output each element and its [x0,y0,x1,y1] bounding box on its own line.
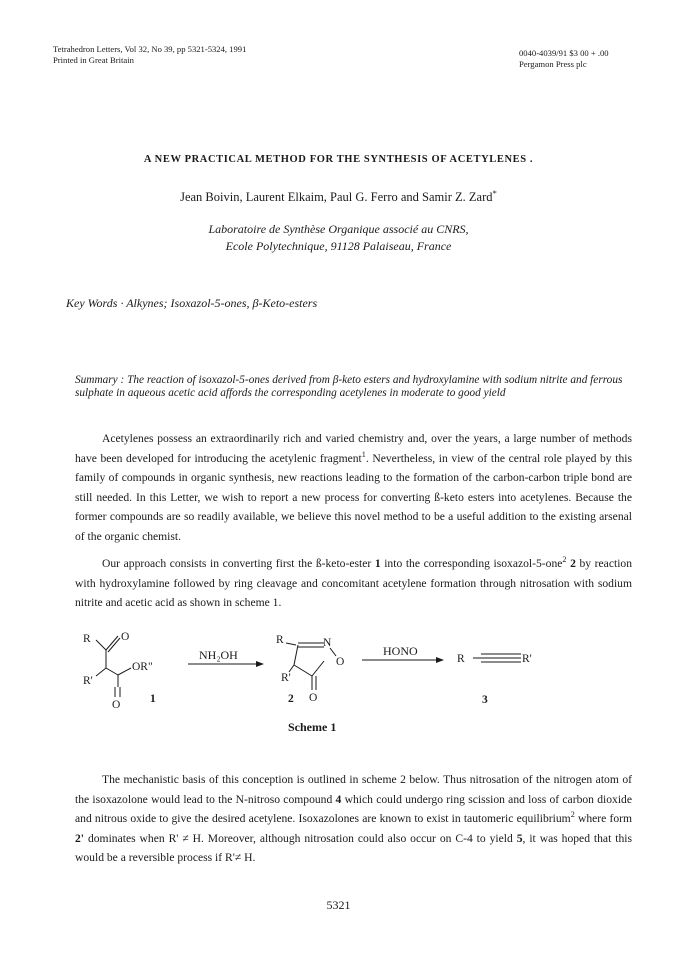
compound-1-ref: 1 [374,557,381,570]
publisher-line: Pergamon Press plc [519,59,587,69]
summary: Summary : The reaction of isoxazol-5-ones derived from β-keto esters and hydroxylamine with sodium nitrite and ferrous sulphate in aqueous acetic acid affords the corresponding acetylenes in moderate to good yield [75,374,623,399]
p1-text-b: . Nevertheless, in view of the central role played by this family of compounds in organic synthesis, new reactions leading to the formation of the carbon-carbon triple bond are still needed. In this Letter, we wish to report a new process for converting ß-keto esters into acetylenes. Because the former compounds are so readily available, we believe this novel method to be a useful addition to the existing arsenal of the organic chemist. [75,451,632,543]
c1-carbonyl-o: O [121,631,130,643]
c2-ring-o: O [336,656,345,668]
compound-2-number: 2 [288,693,294,705]
author-names: Jean Boivin, Laurent Elkaim, Paul G. Ferro and Samir Z. Zard [180,190,493,204]
compound-5-ref: 5 [516,831,523,845]
compound-2-ref: 2 [570,557,576,570]
c2-carbonyl-o: O [309,692,318,704]
compound-1-number: 1 [150,693,156,705]
c2-n-label: N [323,637,332,649]
p2-text-a: Our approach consists in converting first the ß-keto-ester [102,557,375,570]
reagent-hydroxylamine: NH₂OH [199,648,238,662]
paragraph-3 [75,770,632,868]
p3-text-c: where form [574,812,633,826]
compound-2prime-ref: 2' [75,831,85,845]
p3-text-e: , it was hoped that this would be a reversible process if R'≠ H. [75,831,632,865]
p3-text-d: dominates when R' ≠ H. Moreover, although nitrosation could also occur on C-4 to yield [84,831,517,845]
c1-r-label: R [83,633,91,645]
c1-ester-or: OR" [132,661,153,673]
c2-r-prime: R' [281,672,291,684]
c3-r-prime: R' [522,653,532,665]
scheme-caption: Scheme 1 [288,720,337,734]
article-title: A NEW PRACTICAL METHOD FOR THE SYNTHESIS OF ACETYLENES . [143,154,534,165]
c1-r-prime: R' [83,675,93,687]
p3-text-b: which could undergo ring scission and loss of carbon dioxide and nitrous oxide to give the desired acetylene. Isoxazolones are known to exist in tautomeric equilibrium [75,792,632,826]
affiliation-line-2: Ecole Polytechnique, 91128 Palaiseau, France [225,239,452,253]
compound-4-ref: 4 [335,792,342,806]
p1-text-a: Acetylenes possess an extraordinarily rich and varied chemistry and, over the years, a large number of methods have been developed for introducing the acetylenic fragment [75,432,632,465]
corresponding-author-mark: * [492,187,497,198]
ref-2: 2 [562,555,567,565]
c2-r-label: R [276,634,284,646]
ref-1: 1 [361,449,366,459]
compound-3-number: 3 [482,694,488,706]
p3-text-a: The mechanistic basis of this conception is outlined in scheme 2 below. Thus nitrosation of the nitrogen atom of the isoxazolone would lead to the N-nitroso compound [75,773,632,806]
issn-line: 0040-4039/91 $3 00 + .00 [519,48,609,58]
c1-ester-o: O [112,699,121,711]
printed-line: Printed in Great Britain [53,55,134,65]
p2-text-b: into the corresponding isoxazol-5-one [380,557,563,570]
journal-line: Tetrahedron Letters, Vol 32, No 39, pp 5321-5324, 1991 [53,44,247,54]
affiliation-line-1: Laboratoire de Synthèse Organique associé au CNRS, [208,222,469,236]
keywords: Key Words · Alkynes; Isoxazol-5-ones, β-Keto-esters [66,296,318,310]
page-number: 5321 [326,898,351,912]
reagent-hono: HONO [383,644,418,658]
ref-2b: 2 [570,810,575,820]
c3-r-label: R [457,653,465,665]
p2-text-d: by reaction with hydroxylamine followed by ring cleavage and concomitant acetylene formation through nitrosation with sodium nitrite and acetic acid as shown in scheme 1. [75,557,633,610]
